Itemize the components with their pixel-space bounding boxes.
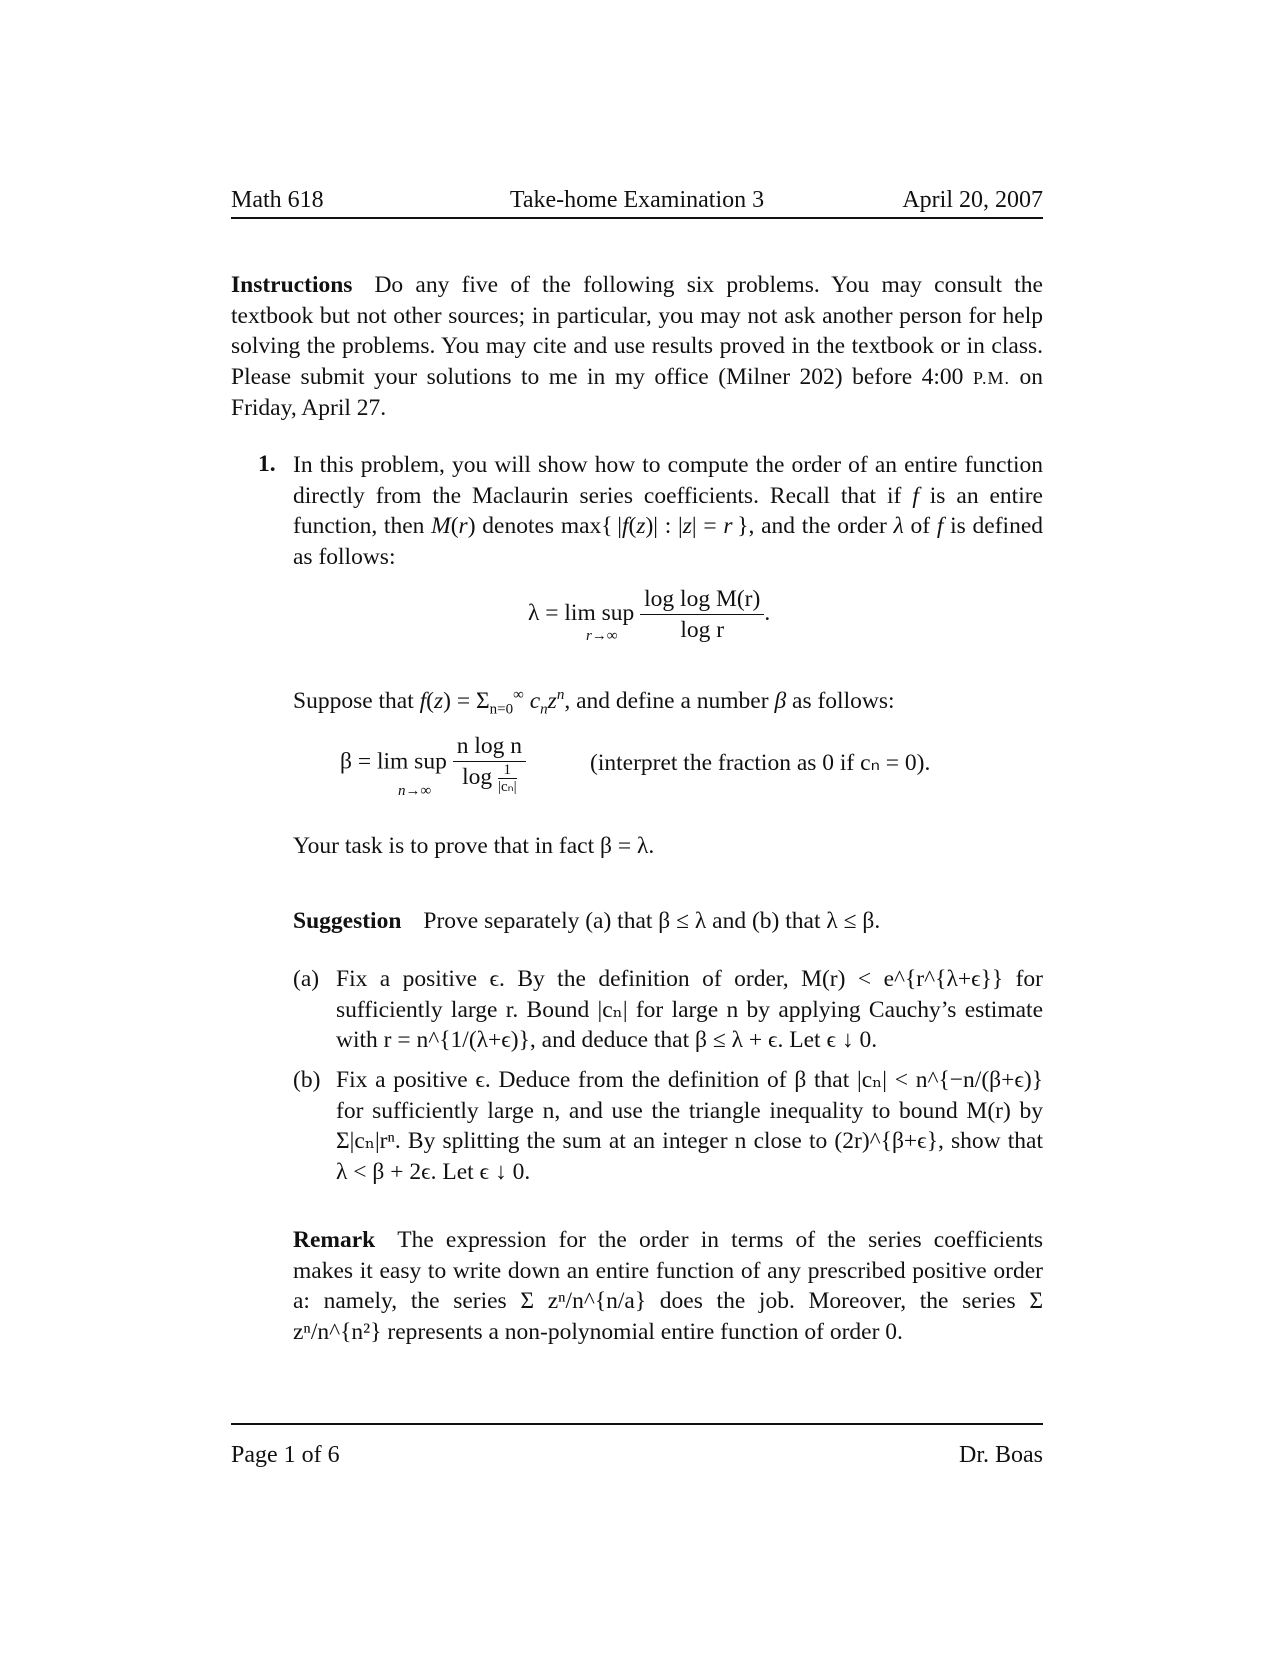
exam-title: Take-home Examination 3 <box>509 187 765 213</box>
suppose-line: Suppose that $f(z) = \Sigma_{n=0}^\infty$ $c_nz^n$, and define a number β as follows: <box>293 687 895 718</box>
suppose-text: Suppose that <box>293 688 420 714</box>
suppose-text: , and define a number <box>564 688 775 714</box>
beta-denominator <box>453 762 526 795</box>
task-text: Your task is to prove that in fact <box>293 833 600 859</box>
instructions-text-end: on Friday, April 27. <box>231 363 1043 421</box>
problem-number: 1. <box>258 451 276 477</box>
instructions-text: Do any five of the following six problems. You may consult the textbook but not other sources; in particular, you may not ask another person for help solving the problems. You may cite and use results proved in the textbook or in class. Please submit your solutions to me in my office (Milner 202) before 4:00 <box>231 272 1043 390</box>
beta-numerator: n log n <box>453 731 526 762</box>
order-denominator: log r <box>680 617 725 643</box>
part-a-text: Fix a positive ϵ. By the definition of order, M(r) < e^{r^{λ+ϵ}} for sufficiently large r. Bound |cₙ| for large n by applying Cauchy’s estimate with r = n^{1/(λ+ϵ)}, and deduce that β ≤ λ + ϵ. Let ϵ ↓ 0. <box>336 966 1043 1053</box>
beta-note: (interpret the fraction as 0 if cₙ = 0). <box>590 750 931 776</box>
task-claim: β = λ. <box>600 833 655 859</box>
intro-text: is defined as follows: <box>293 513 1044 570</box>
suppose-text: as follows: <box>786 688 895 714</box>
suggestion-heading: Suggestion <box>293 908 402 934</box>
time-suffix: P.M. <box>972 367 1010 388</box>
intro-text: In this problem, you will show how to compute the order of an entire function directly from the Maclaurin series coefficients. Recall that if <box>293 452 1043 509</box>
task-line <box>293 831 1043 862</box>
suggestion-text: Prove separately (a) that β ≤ λ and (b) that λ ≤ β. <box>423 908 881 934</box>
beta-limit-sub: n→∞ <box>398 783 432 799</box>
exam-date: April 20, 2007 <box>902 187 1043 213</box>
order-limit-sub: r→∞ <box>586 628 618 644</box>
beta-inner-fraction <box>498 762 517 795</box>
author-name: Dr. Boas <box>959 1442 1043 1468</box>
order-formula: λ = lim sup $\frac{\text{log log M(r)}}{\text{log r}}$ . r→∞ <box>528 586 771 644</box>
intro-text: of <box>903 513 937 539</box>
suggestion-part-b <box>293 1065 1043 1187</box>
course-name: Math 618 <box>231 187 324 213</box>
remark-text: The expression for the order in terms of the series coefficients makes it easy to write down an entire function of any prescribed positive order a: namely, the series Σ zⁿ/n^{n/a} does the job. Moreover, the series Σ zⁿ/n^{n²} represents a non-polynomial entire function of order 0. <box>293 1227 1043 1345</box>
header-rule <box>231 217 1043 219</box>
beta-formula <box>340 731 526 799</box>
instructions-paragraph <box>231 270 1043 424</box>
inner-numerator: 1 <box>498 762 517 779</box>
remark-heading: Remark <box>293 1227 376 1253</box>
order-fraction <box>640 584 764 645</box>
remark-paragraph <box>293 1225 1043 1347</box>
intro-text: is an entire function, then <box>293 482 1043 539</box>
order-numerator: log log M(r) <box>640 584 764 615</box>
part-b-text: Fix a positive ϵ. Deduce from the definition of β that |cₙ| < n^{−n/(β+ϵ)} for sufficiently large n, and use the triangle inequality to bound M(r) by Σ|cₙ|rⁿ. By splitting the sum at an integer n close to (2r)^{β+ϵ}, show that λ < β + 2ϵ. Let ϵ ↓ 0. <box>336 1067 1043 1185</box>
suggestion-part-a <box>293 964 1043 1056</box>
beta-lhs: β = lim sup <box>340 748 447 775</box>
footer-rule <box>231 1423 1043 1425</box>
part-a-label: (a) <box>293 966 320 992</box>
page-header <box>231 185 1043 215</box>
suggestion-paragraph <box>293 906 1043 937</box>
instructions-heading: Instructions <box>231 272 353 298</box>
inner-denominator: |cₙ| <box>497 779 517 796</box>
beta-den-log: log <box>462 764 493 790</box>
beta-fraction <box>453 731 526 795</box>
problem-intro: In this problem, you will show how to compute the order of an entire function directly from the Maclaurin series coefficients. Recall that if f is an entire function, then M(r) denotes max{ |f(z)| : |z| = r }, and the order λ of f is defined as follows: <box>293 452 1044 570</box>
part-b-label: (b) <box>293 1067 321 1093</box>
page-footer <box>231 1440 1043 1470</box>
page-number: Page 1 of 6 <box>231 1442 340 1468</box>
intro-text: denotes <box>475 513 561 539</box>
intro-text: , and the order <box>748 513 894 539</box>
order-lhs: λ = lim sup <box>528 599 635 626</box>
